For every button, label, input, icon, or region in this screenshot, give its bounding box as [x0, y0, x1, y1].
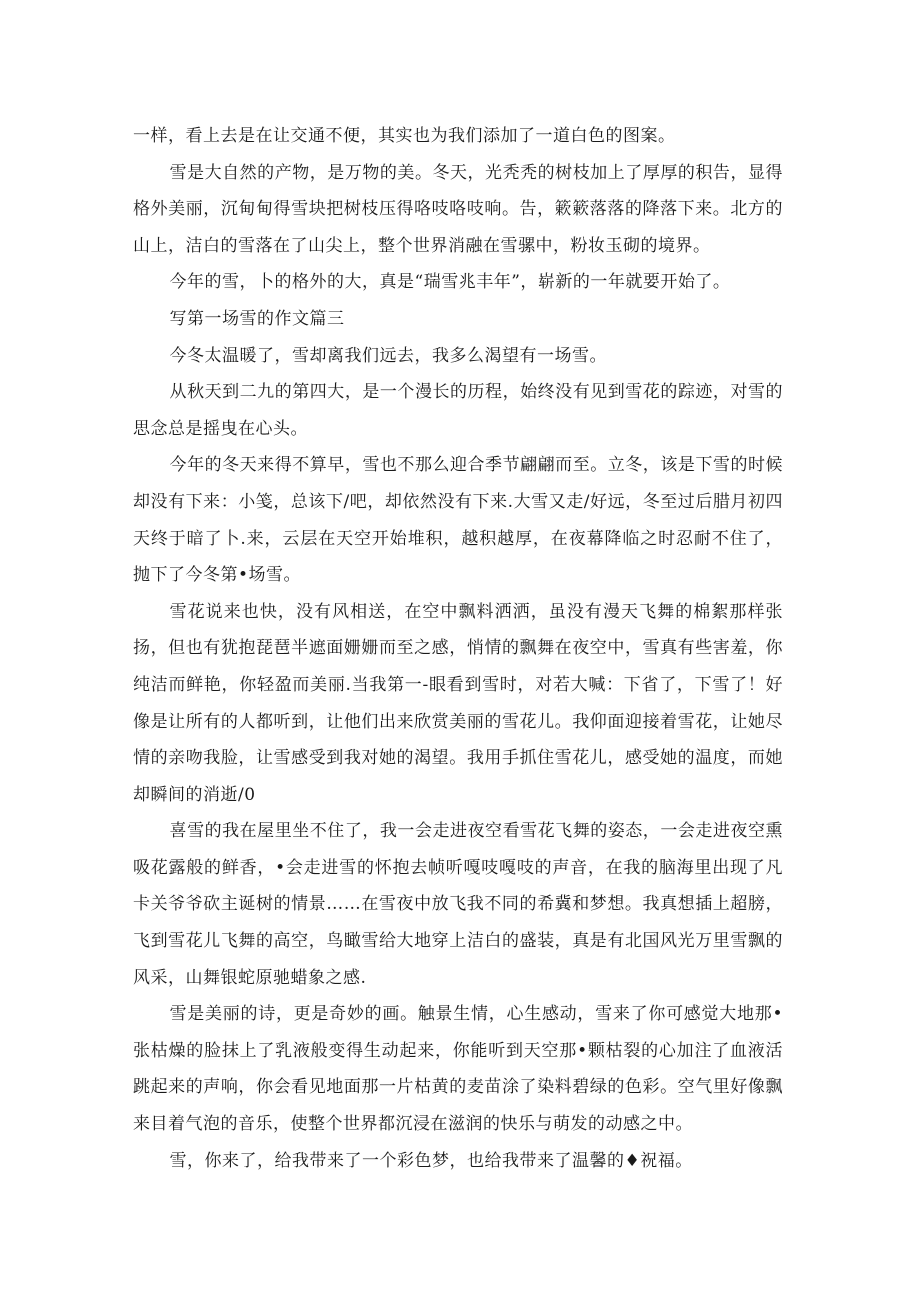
paragraph: 今年的冬天来得不算早，雪也不那么迎合季节翩翩而至。立冬，该是下雪的时候却没有下来：小笺，总该下/吧，却依然没有下来.大雪又走/好远，冬至过后腊月初四天终于暗了卜.来，云层在天空开始堆积，越积越厚，在夜幕降临之时忍耐不住了，抛下了今冬第•场雪。 [133, 455, 783, 586]
paragraph: 今年的雪，卜的格外的大，真是“瑞雪兆丰年”，崭新的一年就要开始了。 [169, 272, 731, 293]
article-body [133, 118, 783, 1179]
section-heading: 写第一场雪的作文篇三 [169, 308, 345, 329]
paragraph: 从秋天到二九的第四大，是一个漫长的历程，始终没有见到雪花的踪迹，对雪的思念总是摇曳在心头。 [133, 382, 783, 439]
paragraph: 喜雪的我在屋里坐不住了，我一会走进夜空看雪花飞舞的姿态，一会走进夜空熏吸花露般的鲜香，•会走进雪的怀抱去帧听嘎吱嘎吱的声音，在我的脑海里出现了凡卡关爷爷砍主诞树的情景……在雪夜中放飞我不同的希冀和梦想。我真想插上超膀，飞到雪花儿飞舞的高空，鸟瞰雪给大地穿上洁白的盛装，真是有北国风光万里雪飘的风采，山舞银蛇原驰蜡象之感. [133, 821, 783, 988]
paragraph: 雪是美丽的诗，更是奇妙的画。触景生情，心生感动，雪来了你可感觉大地那•张枯燥的脸抹上了乳液般变得生动起来，你能听到天空那•颗枯裂的心加注了血液活跳起来的声响，你会看见地面那一片枯黄的麦苗涂了染料碧绿的色彩。空气里好像飘来目着气泡的音乐，使整个世界都沉浸在滋润的快乐与萌发的动感之中。 [133, 1004, 783, 1135]
paragraph: 雪，你来了，给我带来了一个彩色梦，也给我带来了温馨的♦祝福。 [169, 1150, 693, 1171]
paragraph-continuation: 一样，看上去是在让交通不便，其实也为我们添加了一道白色的图案。 [133, 126, 676, 146]
paragraph: 雪花说来也快，没有风相送，在空中飘料洒洒，虽没有漫天飞舞的棉絮那样张扬，但也有犹抱琵琶半遮面姗姗而至之感，悄情的飘舞在夜空中，雪真有些害羞，你纯洁而鲜艳，你轻盈而美丽.当我第一-眼看到雪时，对若大喊：下省了，下雪了！好像是让所有的人都听到，让他们出来欣赏美丽的雪花儿。我仰面迎接着雪花，让她尽情的亲吻我脸，让雪感受到我对她的渴望。我用手抓住雪花儿，感受她的温度，而她却瞬间的消逝/0 [133, 601, 783, 805]
paragraph: 今冬太温暖了，雪却离我们远去，我多么渴望有一场雪。 [169, 345, 608, 366]
paragraph: 雪是大自然的产物，是万物的美。冬天，光秃秃的树枝加上了厚厚的积告，显得格外美丽，沉甸甸得雪块把树枝压得咯吱咯吱响。告，簌簌落落的降落下来。北方的山上，洁白的雪落在了山尖上，整个世界消融在雪骡中，粉妆玉砌的境界。 [133, 162, 783, 256]
